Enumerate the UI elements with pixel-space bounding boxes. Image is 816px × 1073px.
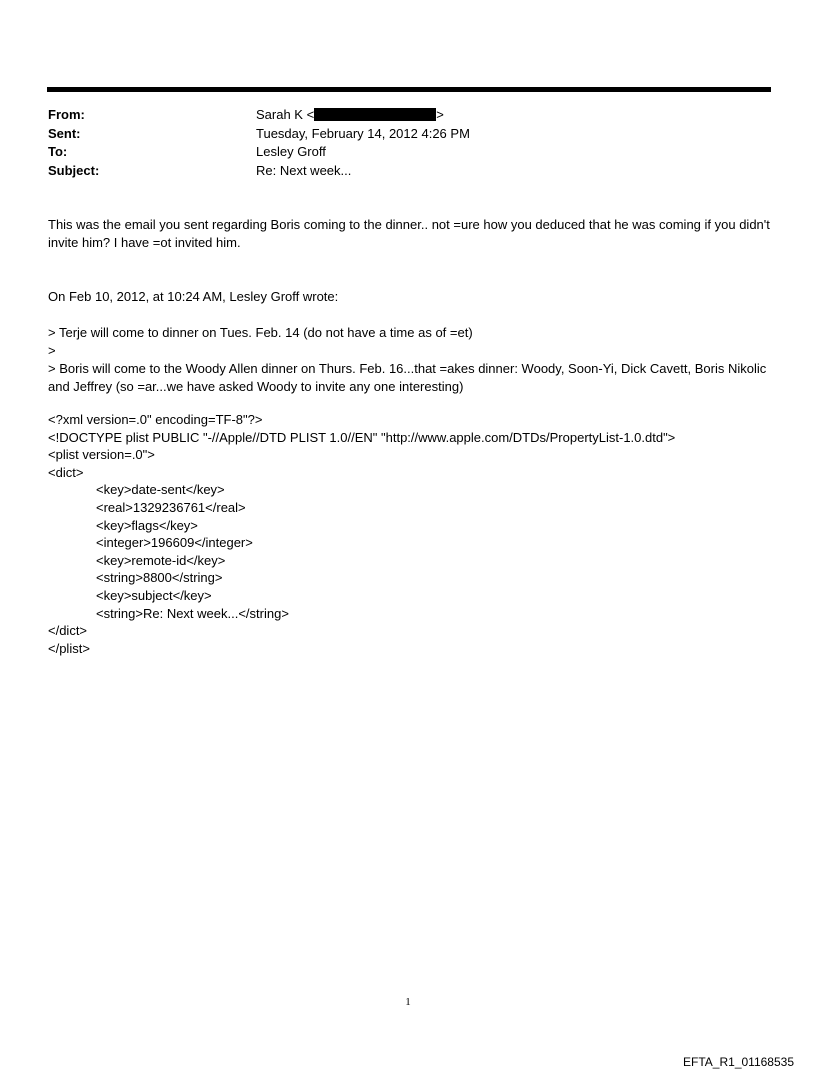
bates-number: EFTA_R1_01168535: [683, 1055, 794, 1069]
header-from-row: [48, 106, 470, 125]
quote-line: > Terje will come to dinner on Tues. Feb. 14 (do not have a time as of =et): [48, 325, 473, 340]
xml-line: <integer>196609</integer>: [96, 535, 253, 551]
xml-line: <plist version=.0">: [48, 447, 155, 463]
xml-line: <string>8800</string>: [96, 570, 223, 586]
xml-line: <?xml version=.0" encoding=TF-8"?>: [48, 412, 263, 427]
header-sent-row: [48, 125, 470, 144]
subject-label: Subject:: [48, 162, 100, 178]
to-label: To:: [48, 144, 68, 159]
xml-line: <key>remote-id</key>: [96, 552, 226, 568]
quote-intro: On Feb 10, 2012, at 10:24 AM, Lesley Groff wrote:: [48, 289, 339, 304]
sent-label: Sent:: [48, 125, 81, 141]
quote-line: >: [48, 343, 56, 358]
from-close: >: [436, 107, 444, 122]
xml-line: </dict>: [48, 623, 88, 639]
email-headers: [48, 106, 470, 180]
xml-line: <key>subject</key>: [96, 587, 212, 603]
xml-line: <string>Re: Next week...</string>: [96, 605, 289, 621]
xml-line: <key>flags</key>: [96, 517, 198, 533]
from-value: [256, 106, 444, 125]
xml-line: <key>date-sent</key>: [96, 482, 225, 498]
to-value: Lesley Groff: [256, 144, 326, 159]
page-number: 1: [405, 996, 411, 1008]
sent-value: Tuesday, February 14, 2012 4:26 PM: [256, 125, 470, 141]
header-divider: [47, 87, 771, 92]
body-paragraph: This was the email you sent regarding Boris coming to the dinner.. not =ure how you deduced that he was coming if you didn't invite him? I have =ot invited him.: [48, 217, 770, 250]
from-label: From:: [48, 107, 85, 122]
quote-line: > Boris will come to the Woody Allen dinner on Thurs. Feb. 16...that =akes dinner: Woody, Soon-Yi, Dick Cavett, Boris Nikolic and Jeffrey (so =ar...we have asked Woody to invite any one interesting): [48, 361, 767, 394]
xml-line: <dict>: [48, 464, 84, 480]
header-subject-row: [48, 162, 470, 181]
xml-line: <real>1329236761</real>: [96, 499, 246, 515]
subject-value: Re: Next week...: [256, 162, 352, 178]
xml-plist-block: [48, 411, 773, 657]
xml-line: </plist>: [48, 640, 90, 656]
xml-line: <!DOCTYPE plist PUBLIC "-//Apple//DTD PLIST 1.0//EN" "http://www.apple.com/DTDs/PropertyList-1.0.dtd">: [48, 429, 676, 445]
header-to-row: [48, 143, 470, 162]
from-name: Sarah K <: [256, 107, 315, 122]
quoted-message: [48, 324, 773, 396]
redaction-block: [314, 108, 436, 121]
